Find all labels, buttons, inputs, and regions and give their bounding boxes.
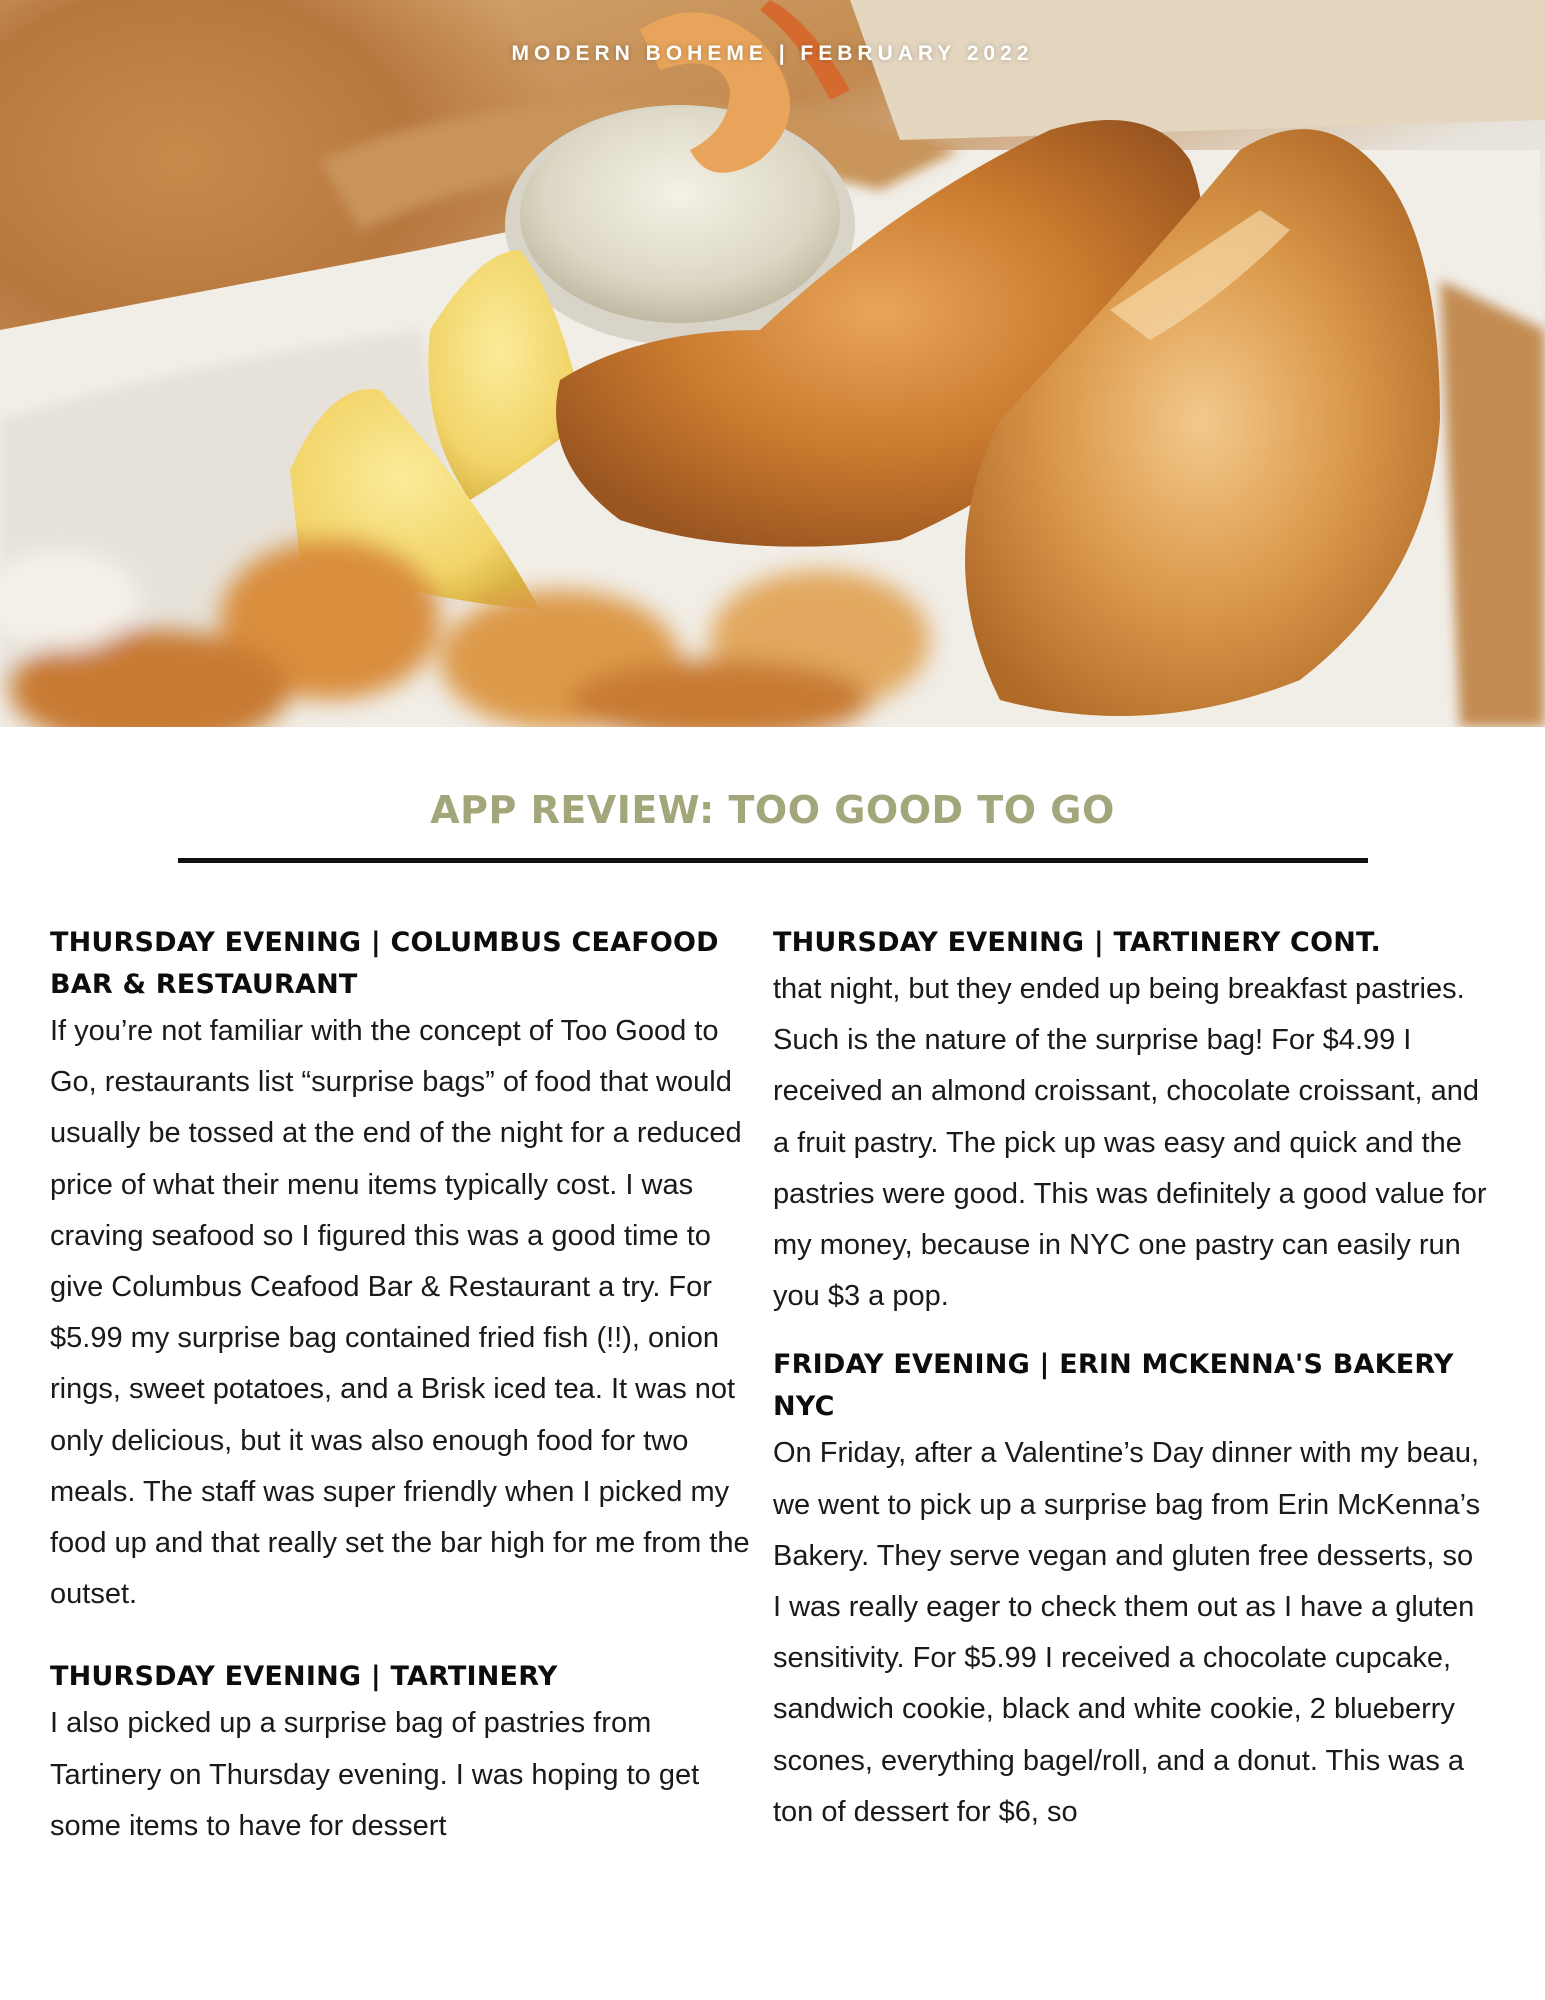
- masthead: MODERN BOHEME | FEBRUARY 2022: [511, 42, 1034, 65]
- section-body-erin-mckenna: On Friday, after a Valentine’s Day dinner with my beau, we went to pick up a surprise bag from Erin McKenna’s Bakery. They serve vegan and gluten free desserts, so I was really eager to check them out as I have a gluten sensitivity. For $5.99 I received a chocolate cupcake, sandwich cookie, black and white cookie, 2 blueberry scones, everything bagel/roll, and a donut. This was a ton of dessert for $6, so: [773, 1437, 1481, 1828]
- fried-food-photo: [0, 0, 1545, 727]
- section-body-tartinery-cont: that night, but they ended up being breakfast pastries. Such is the nature of the surprise bag! For $4.99 I received an almond croissant, chocolate croissant, and a fruit pastry. The pick up was easy and quick and the pastries were good. This was definitely a good value for my money, because in NYC one pastry can easily run you $3 a pop.: [773, 973, 1487, 1313]
- section-body-tartinery: I also picked up a surprise bag of pastries from Tartinery on Thursday evening. I was hoping to get some items to have for dessert: [50, 1707, 700, 1842]
- hero-image: [0, 0, 1545, 727]
- title-divider: [178, 858, 1368, 863]
- right-column: [773, 922, 1488, 1838]
- section-heading-tartinery: THURSDAY EVENING | TARTINERY: [50, 1661, 558, 1693]
- left-column: [50, 922, 760, 1852]
- section-heading-tartinery-cont: THURSDAY EVENING | TARTINERY CONT.: [773, 927, 1381, 958]
- section-heading-erin-mckenna: FRIDAY EVENING | ERIN MCKENNA'S BAKERY NYC: [773, 1349, 1454, 1423]
- section-body-columbus: If you’re not familiar with the concept of Too Good to Go, restaurants list “surprise bags” of food that would usually be tossed at the end of the night for a reduced price of what their menu items typically cost. I was craving seafood so I figured this was a good time to give Columbus Ceafood Bar & Restaurant a try. For $5.99 my surprise bag contained fried fish (!!), onion rings, sweet potatoes, and a Brisk iced tea. It was not only delicious, but it was also enough food for two meals. The staff was super friendly when I picked my food up and that really set the bar high for me from the outset.: [50, 1015, 750, 1611]
- article-title: APP REVIEW: TOO GOOD TO GO: [430, 788, 1115, 832]
- section-heading-columbus: THURSDAY EVENING | COLUMBUS CEAFOOD BAR & RESTAURANT: [50, 927, 719, 1000]
